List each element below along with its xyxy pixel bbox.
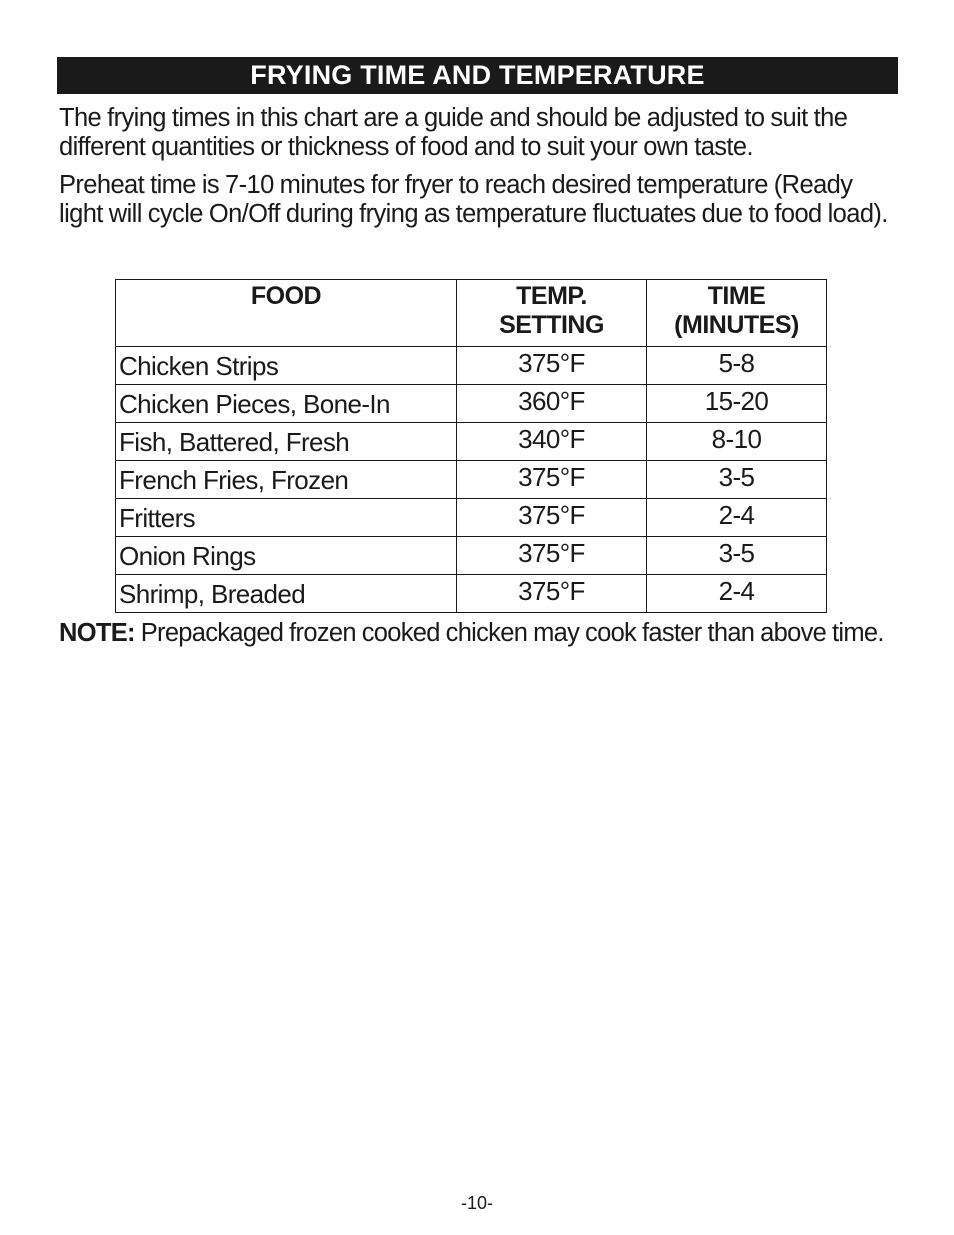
temp-cell: 375°F [457,499,647,537]
column-header-food-label: FOOD [250,282,322,310]
temp-cell: 360°F [457,385,647,423]
table-row [116,575,827,613]
table-row [116,423,827,461]
table-row [116,461,827,499]
time-cell: 8-10 [647,423,827,461]
column-header-time-line2: (MINUTES) [674,311,799,339]
temp-cell: 375°F [457,347,647,385]
time-cell: 3-5 [647,461,827,499]
note-text: Prepackaged frozen cooked chicken may cook faster than above time. [134,619,884,647]
food-cell: Chicken Pieces, Bone-In [116,385,457,423]
time-cell: 2-4 [647,575,827,613]
column-header-time [647,280,827,347]
food-cell: Shrimp, Breaded [116,575,457,613]
frying-chart-table [115,279,827,613]
temp-cell: 375°F [457,575,647,613]
column-header-temp-line2: SETTING [499,311,604,339]
table-row [116,347,827,385]
food-cell: Fritters [116,499,457,537]
food-cell: Chicken Strips [116,347,457,385]
time-cell: 15-20 [647,385,827,423]
note-paragraph [59,618,919,648]
food-cell: Onion Rings [116,537,457,575]
column-header-temp-line1: TEMP. [516,282,587,310]
food-cell: Fish, Battered, Fresh [116,423,457,461]
column-header-food [116,280,457,347]
food-cell: French Fries, Frozen [116,461,457,499]
column-header-temp [457,280,647,347]
temp-cell: 340°F [457,423,647,461]
time-cell: 3-5 [647,537,827,575]
temp-cell: 375°F [457,537,647,575]
page-number: -10- [460,1193,493,1213]
table-row [116,385,827,423]
time-cell: 2-4 [647,499,827,537]
table-row [116,499,827,537]
section-title: FRYING TIME AND TEMPERATURE [57,57,898,94]
intro-paragraph-1: The frying times in this chart are a guide and should be adjusted to suit the different quantities or thickness of food and to suit your own taste. [59,104,848,161]
table-row [116,537,827,575]
temp-cell: 375°F [457,461,647,499]
time-cell: 5-8 [647,347,827,385]
intro-paragraph-2: Preheat time is 7-10 minutes for fryer to reach desired temperature (Ready light will cycle On/Off during frying as temperature fluctuates due to food load). [59,171,888,228]
table-header-row [116,280,827,347]
note-label: NOTE: [59,619,135,647]
column-header-time-line1: TIME [707,282,766,310]
